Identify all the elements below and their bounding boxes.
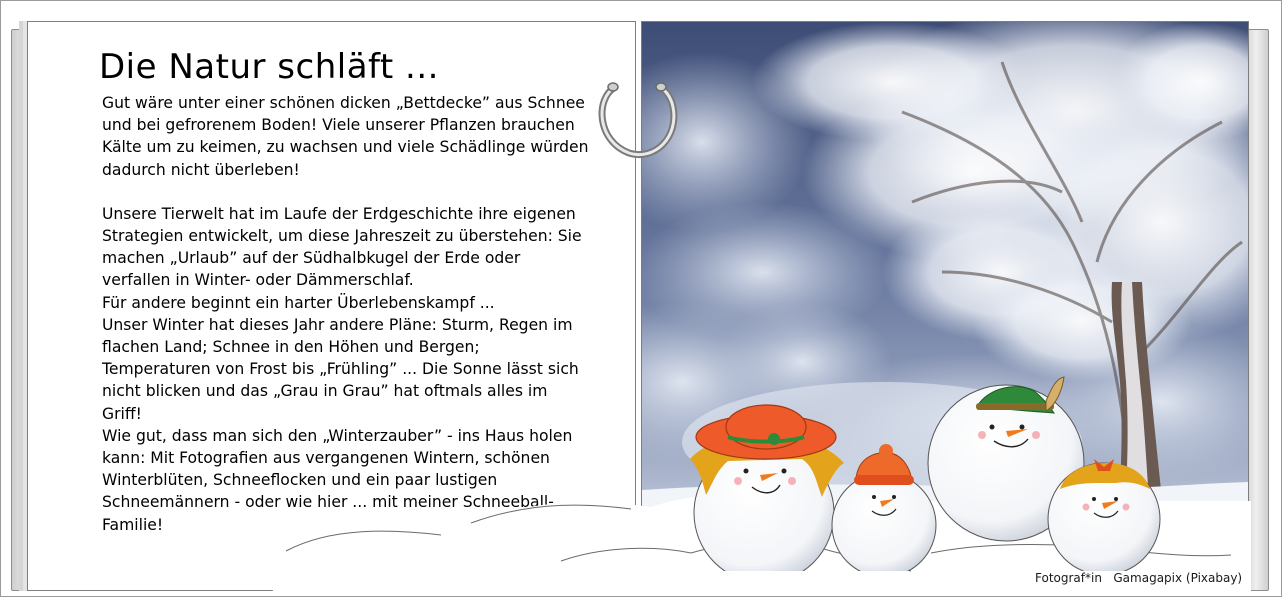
paragraph-2: Unsere Tierwelt hat im Laufe der Erdgeschichte ihre eigenen Strategien entwickelt, um diese Jahreszeit zu überstehen: Sie machen „Urlaub” auf der Südhalbkugel der Erde oder verfallen in Winter- oder Dämmerschlaf. <box>102 204 582 290</box>
page-title: Die Natur schläft ... <box>99 47 439 87</box>
paragraph-1: Gut wäre unter einer schönen dicken „Bettdecke” aus Schnee und bei gefrorenem Boden! Viele unserer Pflanzen brauchen Kälte um zu keimen, zu wachsen und viele Schädlinge würden dadurch nicht überleben! <box>102 94 589 179</box>
paragraph-3: Für andere beginnt ein harter Überlebenskampf ... <box>102 293 495 312</box>
photo-credit: Fotograf*in Gamagapix (Pixabay) <box>1035 571 1243 585</box>
snowball-child-beanie <box>832 444 936 571</box>
body-text <box>102 92 592 536</box>
snowball-mother <box>690 405 844 571</box>
binder-ring-icon <box>593 77 683 159</box>
paragraph-5: Wie gut, dass man sich den „Winterzauber” - ins Haus holen kann: Mit Fotografien aus vergangenen Wintern, schönen Winterblüten, Schneeflocken und ein paar lustigen Schneemännern - oder wie hier ... mit meiner Schneeball-Familie! <box>102 426 573 534</box>
paragraph-4: Unser Winter hat dieses Jahr andere Pläne: Sturm, Regen im flachen Land; Schnee in den Höhen und Bergen; Temperaturen von Frost bis „Frühling” ... Die Sonne lässt sich nicht blicken und das „Grau in Grau” hat oftmals alles im Griff! <box>102 315 579 423</box>
snowball-family-illustration <box>676 371 1176 571</box>
